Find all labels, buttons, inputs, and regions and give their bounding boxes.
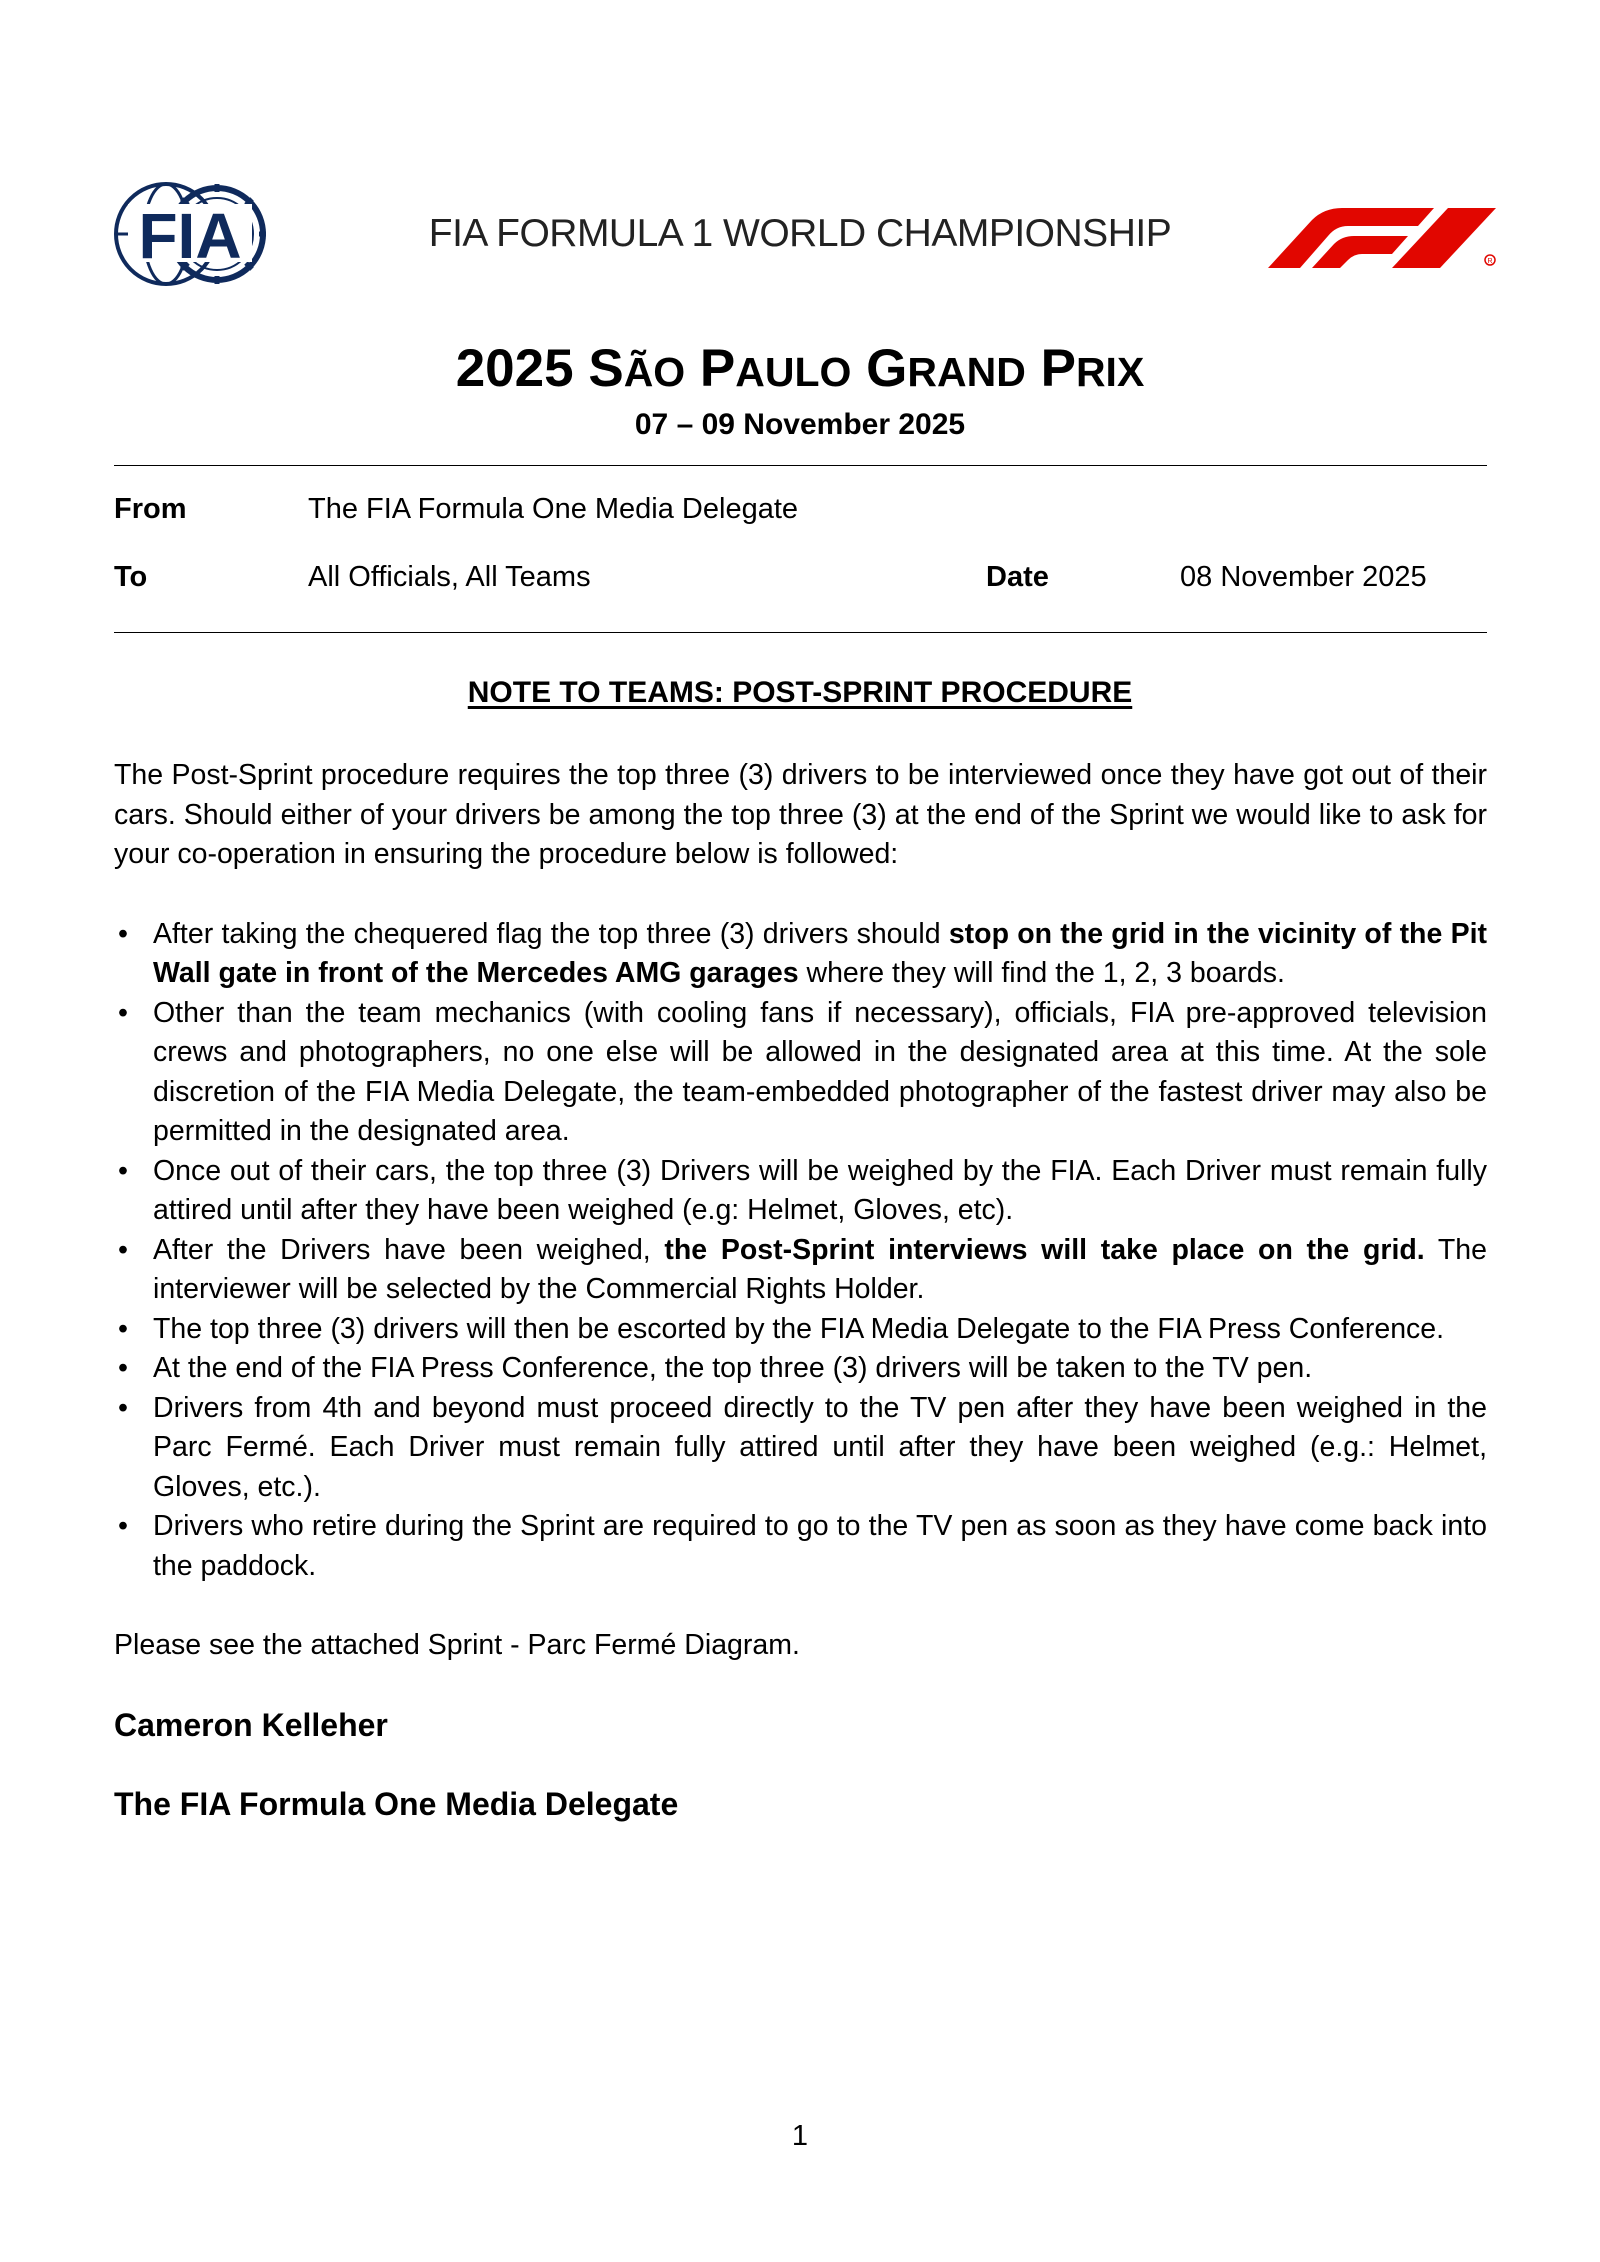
bullet-icon: • [118, 1352, 128, 1384]
document-body [114, 756, 1487, 1825]
list-item: • Other than the team mechanics (with cooling fans if necessary), officials, FIA pre-approved television crews and photographers, no one else will be allowed in the designated area at this time. At the sole discretion of the FIA Media Delegate, the team-embedded photographer of the fastest driver may also be permitted in the designated area. [114, 994, 1487, 1152]
signature-name: Cameron Kelleher [114, 1706, 388, 1743]
event-dates: 07 – 09 November 2025 [634, 408, 966, 441]
championship-title: FIA FORMULA 1 WORLD CHAMPIONSHIP [428, 212, 1172, 255]
intro-paragraph: The Post-Sprint procedure requires the top three (3) drivers to be interviewed once they have got out of their cars. Should either of your drivers be among the top three (3) at the end of the Sprint we would like to ask for your co-operation in ensuring the procedure below is followed: [114, 759, 1487, 870]
list-item: • Drivers from 4th and beyond must proceed directly to the TV pen after they have been weighed in the Parc Fermé. Each Driver must remain fully attired until after they have been weighed (e.g.: Helmet, Gloves, etc.). [114, 1389, 1487, 1508]
bullet-icon: • [118, 1154, 128, 1187]
bullet-icon: • [118, 1312, 128, 1345]
list-item: • After the Drivers have been weighed, the Post-Sprint interviews will take place on the grid. The interviewer will be selected by the Commercial Rights Holder. [114, 1231, 1487, 1310]
divider-top [114, 465, 1487, 466]
svg-text:FIA: FIA [138, 200, 242, 272]
f1-logo [1268, 206, 1500, 268]
to-label: To [114, 561, 148, 593]
date-label: Date [986, 561, 1049, 593]
procedure-list [114, 915, 1487, 1587]
list-item: • The top three (3) drivers will then be escorted by the FIA Media Delegate to the FIA Press Conference. [114, 1310, 1487, 1350]
page-number: 1 [791, 2120, 809, 2152]
bullet-icon: • [118, 1510, 128, 1542]
list-item: • At the end of the FIA Press Conference, the top three (3) drivers will be taken to the TV pen. [114, 1349, 1487, 1389]
bullet-icon: • [118, 917, 128, 950]
fia-logo [114, 182, 266, 286]
list-item: • Once out of their cars, the top three (3) Drivers will be weighed by the FIA. Each Driver must remain fully attired until after they have been weighed (e.g: Helmet, Gloves, etc). [114, 1152, 1487, 1231]
bullet-icon: • [118, 1233, 128, 1266]
closing-note: Please see the attached Sprint - Parc Fermé Diagram. [114, 1629, 800, 1661]
bullet-icon: • [118, 996, 128, 1029]
date-value: 08 November 2025 [1180, 561, 1427, 593]
document-title: 2025 SÃO PAULO GRAND PRIX [455, 339, 1145, 398]
divider-bottom [114, 632, 1487, 633]
svg-text:R: R [1487, 258, 1493, 265]
list-item: • After taking the chequered flag the top three (3) drivers should stop on the grid in the vicinity of the Pit Wall gate in front of the Mercedes AMG garages where they will find the 1, 2, 3 boards. [114, 915, 1487, 994]
bullet-icon: • [118, 1391, 128, 1424]
signature-title: The FIA Formula One Media Delegate [114, 1786, 679, 1822]
list-item: • Drivers who retire during the Sprint are required to go to the TV pen as soon as they have come back into the paddock. [114, 1507, 1487, 1586]
to-value: All Officials, All Teams [308, 561, 591, 593]
note-heading: NOTE TO TEAMS: POST-SPRINT PROCEDURE [467, 676, 1133, 709]
from-value: The FIA Formula One Media Delegate [308, 493, 799, 525]
from-label: From [114, 493, 187, 525]
